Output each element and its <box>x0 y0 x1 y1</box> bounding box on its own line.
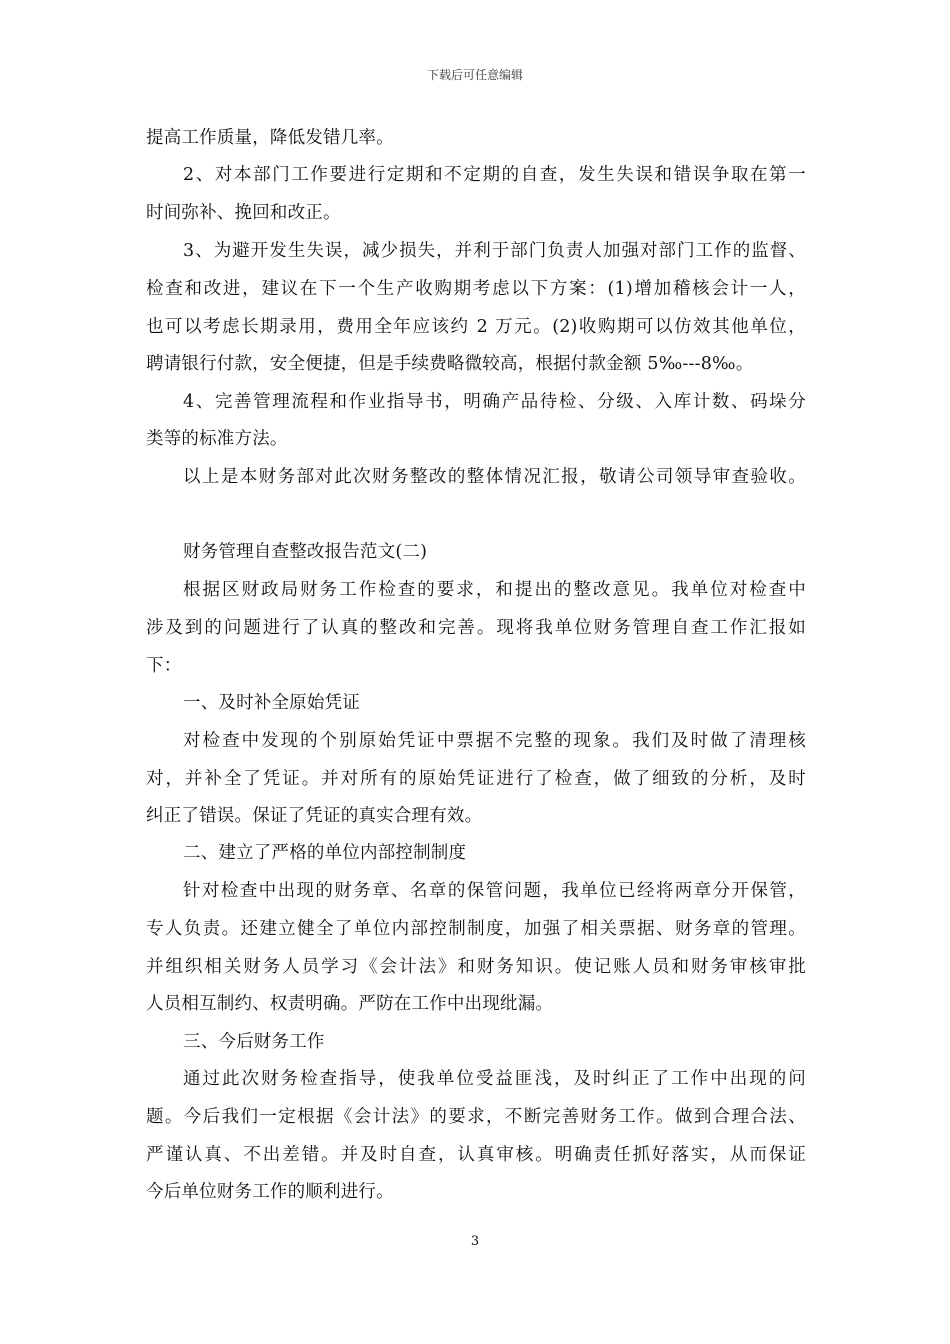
paragraph-line: 对，并补全了凭证。并对所有的原始凭证进行了检查，做了细致的分析，及时 <box>146 769 806 789</box>
paragraph-line: 类等的标准方法。 <box>146 429 288 449</box>
paragraph-line: 下： <box>146 656 182 676</box>
paragraph-line: 人员相互制约、权责明确。严防在工作中出现纰漏。 <box>146 994 554 1014</box>
paragraph-line: 并组织相关财务人员学习《会计法》和财务知识。使记账人员和财务审核审批 <box>146 957 806 977</box>
page-header: 下载后可任意编辑 <box>426 68 523 82</box>
paragraph-line: 以上是本财务部对此次财务整改的整体情况汇报，敬请公司领导审查验收。 <box>183 467 806 487</box>
paragraph-line: 提高工作质量，降低发错几率。 <box>146 128 394 148</box>
paragraph-line: 也可以考虑长期录用，费用全年应该约 2 万元。(2)收购期可以仿效其他单位， <box>146 317 806 337</box>
subheading: 三、今后财务工作 <box>183 1032 325 1052</box>
paragraph-line: 严谨认真、不出差错。并及时自查，认真审核。明确责任抓好落实，从而保证 <box>146 1145 806 1165</box>
paragraph-line: 通过此次财务检查指导，使我单位受益匪浅，及时纠正了工作中出现的问 <box>183 1069 806 1089</box>
paragraph-line: 4、完善管理流程和作业指导书，明确产品待检、分级、入库计数、码垛分 <box>183 392 806 412</box>
paragraph-line: 聘请银行付款，安全便捷，但是手续费略微较高，根据付款金额 5‰---8‰。 <box>146 354 754 374</box>
paragraph-line: 今后单位财务工作的顺利进行。 <box>146 1182 394 1202</box>
paragraph-line: 涉及到的问题进行了认真的整改和完善。现将我单位财务管理自查工作汇报如 <box>146 618 806 638</box>
paragraph-line: 对检查中发现的个别原始凭证中票据不完整的现象。我们及时做了清理核 <box>183 731 806 751</box>
paragraph-line: 题。今后我们一定根据《会计法》的要求，不断完善财务工作。做到合理合法、 <box>146 1107 806 1127</box>
page-number: 3 <box>470 1234 480 1249</box>
paragraph-line: 纠正了错误。保证了凭证的真实合理有效。 <box>146 806 483 826</box>
subheading: 一、及时补全原始凭证 <box>183 693 360 713</box>
paragraph-line: 2、对本部门工作要进行定期和不定期的自查，发生失误和错误争取在第一 <box>183 165 806 185</box>
paragraph-line: 检查和改进，建议在下一个生产收购期考虑以下方案：(1)增加稽核会计一人， <box>146 279 806 299</box>
subheading: 二、建立了严格的单位内部控制制度 <box>183 843 467 863</box>
paragraph-line: 根据区财政局财务工作检查的要求，和提出的整改意见。我单位对检查中 <box>183 580 806 600</box>
paragraph-line: 时间弥补、挽回和改正。 <box>146 203 341 223</box>
section-title: 财务管理自查整改报告范文(二) <box>183 542 428 562</box>
paragraph-line: 专人负责。还建立健全了单位内部控制制度，加强了相关票据、财务章的管理。 <box>146 919 806 939</box>
paragraph-line: 3、为避开发生失误，减少损失，并利于部门负责人加强对部门工作的监督、 <box>183 241 806 261</box>
paragraph-line: 针对检查中出现的财务章、名章的保管问题，我单位已经将两章分开保管， <box>183 881 806 901</box>
